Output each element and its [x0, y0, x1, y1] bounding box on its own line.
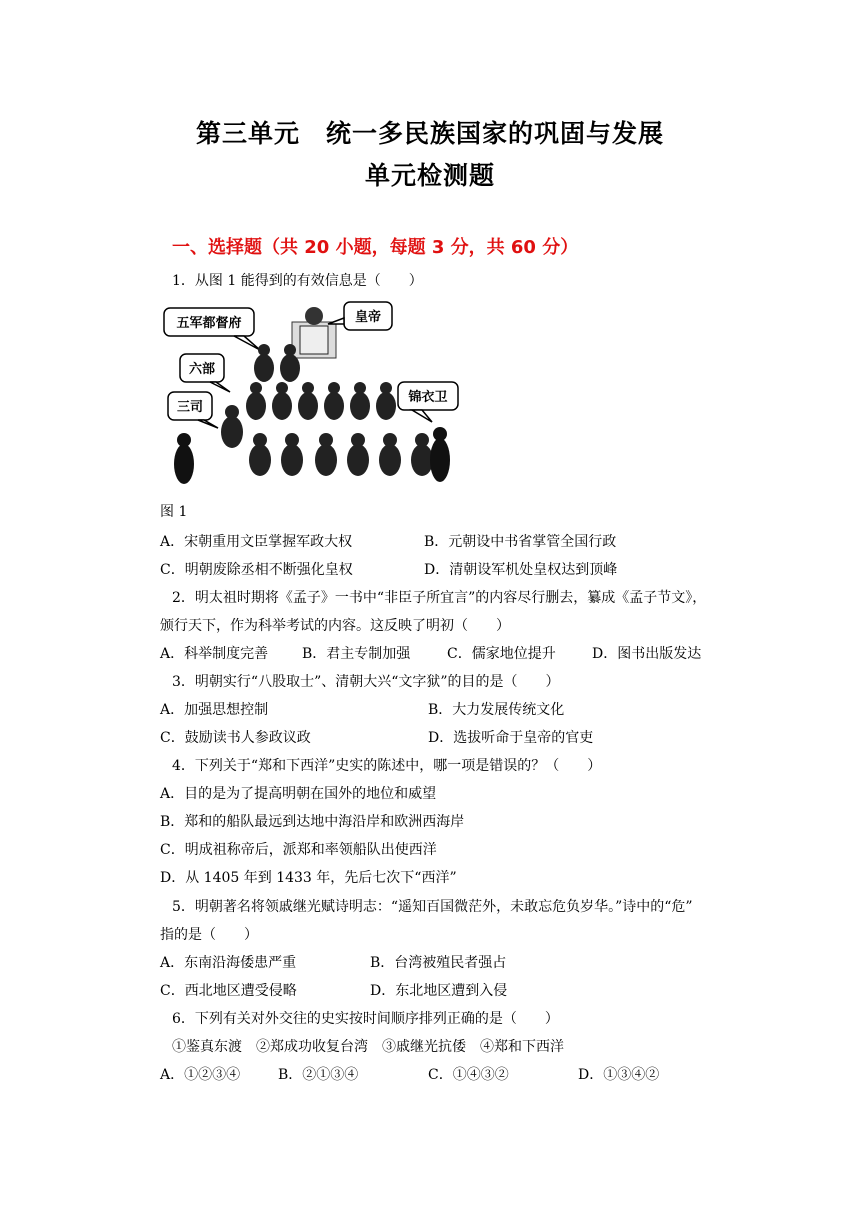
section-heading: 一、选择题（共 20 小题，每题 3 分，共 60 分）: [172, 237, 579, 258]
q6-option-d: D．①③④②: [578, 1067, 660, 1083]
label-ministries: 六部: [188, 362, 216, 377]
q3-option-b: B．大力发展传统文化: [428, 702, 565, 718]
q4-option-a: A．目的是为了提高明朝在国外的地位和威望: [160, 786, 437, 802]
q1-option-a: A．宋朝重用文臣掌握军政大权: [160, 534, 353, 550]
figure-1-illustration: [160, 296, 464, 492]
q3-stem: 3．明朝实行“八股取士”、清朝大兴“文字狱”的目的是（ ）: [172, 674, 560, 690]
label-emperor: 皇帝: [354, 310, 382, 325]
q3-option-a: A．加强思想控制: [160, 702, 269, 718]
q6-option-b: B．②①③④: [278, 1067, 359, 1083]
q3-option-d: D．选拔听命于皇帝的官吏: [428, 730, 594, 746]
q5-stem-line1: 5．明朝著名将领戚继光赋诗明志：“遥知百国微茫外，未敢忘危负岁华。”诗中的“危”: [172, 899, 693, 915]
bubble-military: [164, 308, 260, 350]
q4-option-c: C．明成祖称帝后，派郑和率领船队出使西洋: [160, 842, 437, 858]
document-subtitle: 单元检测题: [364, 161, 495, 190]
bubble-ministries: [180, 354, 230, 392]
document-title: 第三单元 统一多民族国家的巩固与发展: [195, 119, 664, 148]
q2-option-c: C．儒家地位提升: [447, 646, 556, 662]
bubble-three: [168, 392, 218, 428]
label-military: 五军都督府: [176, 316, 242, 331]
q1-option-c: C．明朝废除丞相不断强化皇权: [160, 562, 353, 578]
bubble-guard: [398, 382, 458, 422]
q4-stem: 4．下列关于“郑和下西洋”史实的陈述中，哪一项是错误的？（ ）: [172, 758, 602, 774]
officials-row-2: [246, 382, 396, 420]
q6-stem: 6．下列有关对外交往的史实按时间顺序排列正确的是（ ）: [172, 1011, 559, 1027]
bubble-emperor: [328, 302, 392, 330]
q5-option-a: A．东南沿海倭患严重: [160, 955, 297, 971]
q5-stem-line2: 指的是（ ）: [160, 927, 258, 943]
q2-stem-line2: 颁行天下，作为科举考试的内容。这反映了明初（ ）: [160, 618, 510, 634]
q5-option-c: C．西北地区遭受侵略: [160, 983, 297, 999]
q4-option-b: B．郑和的船队最远到达地中海沿岸和欧洲西海岸: [160, 814, 465, 830]
q1-stem: 1．从图 1 能得到的有效信息是（ ）: [172, 273, 423, 289]
q2-option-a: A．科举制度完善: [160, 646, 269, 662]
emperor-figure: [292, 307, 336, 358]
label-three: 三司: [176, 400, 204, 415]
officials-row-1: [254, 344, 300, 382]
guard-figures: [174, 427, 450, 484]
q5-option-b: B．台湾被殖民者强占: [370, 955, 507, 971]
q4-option-d: D．从 1405 年到 1433 年，先后七次下“西洋”: [160, 870, 457, 886]
q6-items: ①鉴真东渡 ②郑成功收复台湾 ③戚继光抗倭 ④郑和下西洋: [172, 1039, 564, 1055]
q1-option-d: D．清朝设军机处皇权达到顶峰: [424, 562, 618, 578]
figure-caption: 图 1: [160, 504, 188, 520]
q6-option-a: A．①②③④: [160, 1067, 241, 1083]
q2-option-b: B．君主专制加强: [302, 646, 411, 662]
q1-option-b: B．元朝设中书省掌管全国行政: [424, 534, 617, 550]
label-guard: 锦衣卫: [408, 390, 448, 405]
q2-stem-line1: 2．明太祖时期将《孟子》一书中“非臣子所宜言”的内容尽行删去，纂成《孟子节文》，: [172, 590, 707, 606]
q3-option-c: C．鼓励读书人参政议政: [160, 730, 311, 746]
q6-option-c: C．①④③②: [428, 1067, 509, 1083]
q5-option-d: D．东北地区遭到入侵: [370, 983, 508, 999]
q2-option-d: D．图书出版发达: [592, 646, 702, 662]
